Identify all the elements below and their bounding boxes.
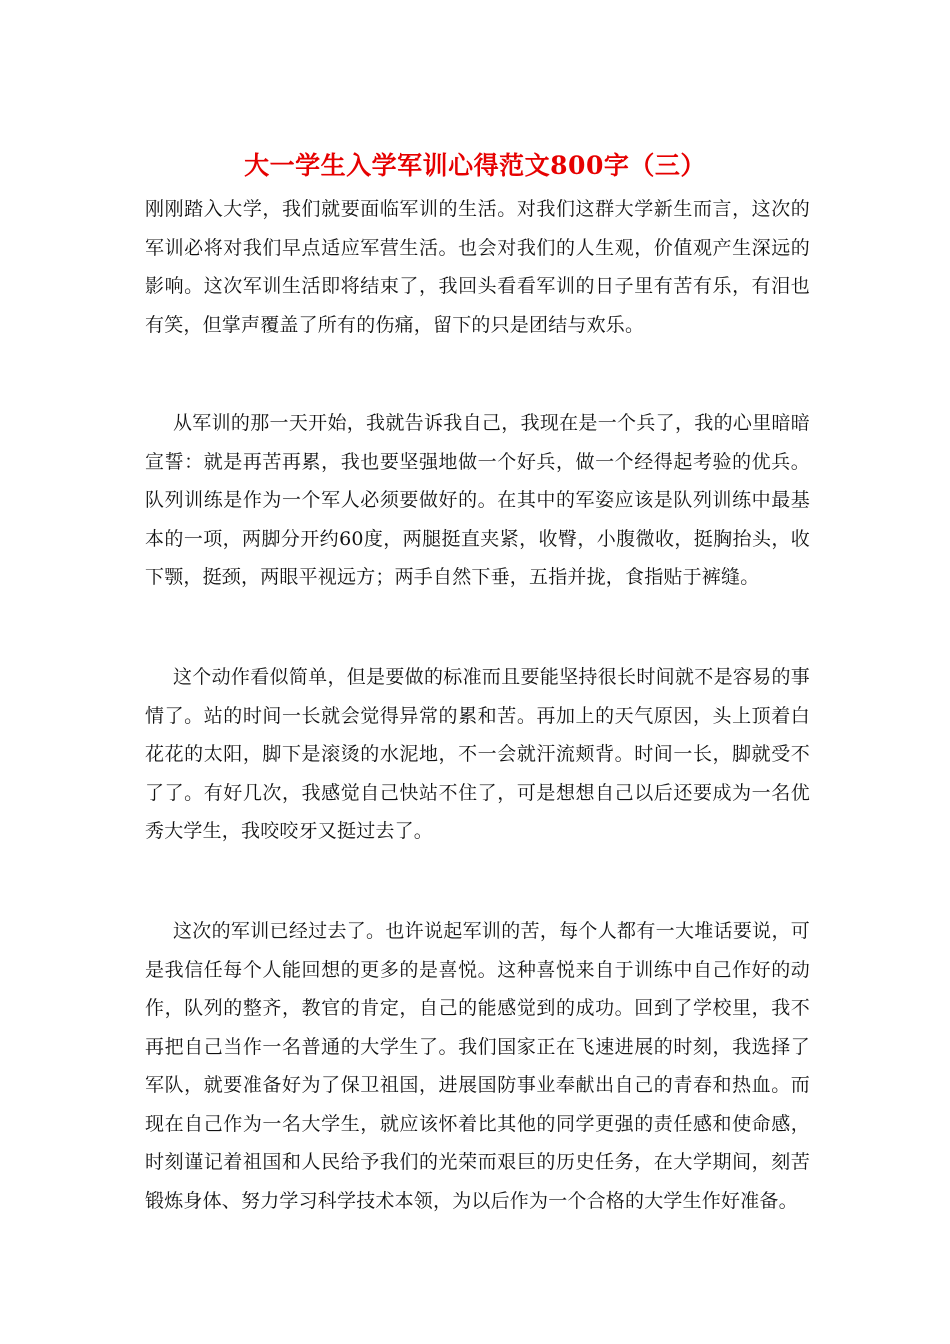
document-title: 大一学生入学军训心得范文800字（三） [244, 151, 706, 180]
paragraph-3: 这个动作看似简单，但是要做的标准而且要能坚持很长时间就不是容易的事情了。站的时间一长就会觉得异常的累和苦。再加上的天气原因，头上顶着白花花的太阳，脚下是滚烫的水泥地，不一会就汗流颊背。时间一长，脚就受不了了。有好几次，我感觉自己快站不住了，可是想想自己以后还要成为一名优秀大学生，我咬咬牙又挺过去了。 [145, 666, 810, 842]
paragraph-2: 从军训的那一天开始，我就告诉我自己，我现在是一个兵了，我的心里暗暗宣誓：就是再苦再累，我也要坚强地做一个好兵，做一个经得起考验的优兵。队列训练是作为一个军人必须要做好的。在其中的军姿应该是队列训练中最基本的一项，两脚分开约60度，两腿挺直夹紧，收臀，小腹微收，挺胸抬头，收下颚，挺颈，两眼平视远方；两手自然下垂，五指并拢，食指贴于裤缝。 [145, 412, 810, 588]
paragraph-4: 这次的军训已经过去了。也许说起军训的苦，每个人都有一大堆话要说，可是我信任每个人能回想的更多的是喜悦。这种喜悦来自于训练中自己作好的动作，队列的整齐，教官的肯定，自己的能感觉到的成功。回到了学校里，我不再把自己当作一名普通的大学生了。我们国家正在飞速进展的时刻，我选择了军队，就要准备好为了保卫祖国，进展国防事业奉献出自己的青春和热血。而现在自己作为一名大学生，就应该怀着比其他的同学更强的责任感和使命感，时刻谨记着祖国和人民给予我们的光荣而艰巨的历史任务，在大学期间，刻苦锻炼身体、努力学习科学技术本领，为以后作为一个合格的大学生作好准备。 [145, 920, 810, 1212]
paragraph-1: 刚刚踏入大学，我们就要面临军训的生活。对我们这群大学新生而言，这次的军训必将对我们早点适应军营生活。也会对我们的人生观，价值观产生深远的影响。这次军训生活即将结束了，我回头看看军训的日子里有苦有乐，有泪也有笑，但掌声覆盖了所有的伤痛，留下的只是团结与欢乐。 [145, 198, 810, 336]
